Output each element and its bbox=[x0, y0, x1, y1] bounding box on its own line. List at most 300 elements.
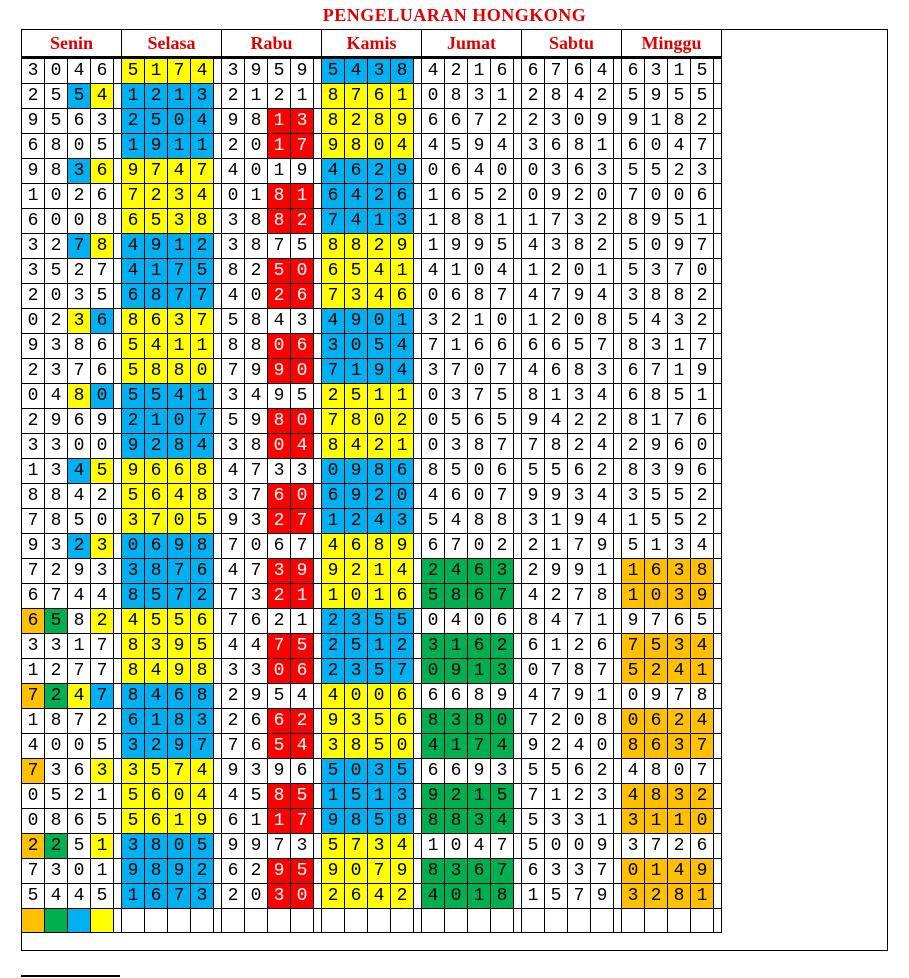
digit-cell: 8 bbox=[468, 284, 491, 309]
digit-cell: 3 bbox=[345, 709, 368, 734]
empty-cell bbox=[668, 909, 691, 933]
empty-cell bbox=[191, 909, 214, 933]
digit-cell: 2 bbox=[268, 84, 291, 109]
digit-cell: 0 bbox=[668, 184, 691, 209]
digit-cell: 8 bbox=[245, 309, 268, 334]
digit-cell: 5 bbox=[622, 659, 645, 684]
separator-cell bbox=[314, 734, 322, 759]
digit-cell: 2 bbox=[145, 434, 168, 459]
table-row bbox=[22, 109, 722, 134]
separator-cell bbox=[714, 809, 722, 834]
digit-cell: 4 bbox=[222, 159, 245, 184]
digit-cell: 4 bbox=[291, 734, 314, 759]
separator-cell bbox=[414, 434, 422, 459]
digit-cell: 3 bbox=[645, 58, 668, 84]
separator-cell bbox=[514, 809, 522, 834]
digit-cell: 6 bbox=[422, 534, 445, 559]
digit-cell: 1 bbox=[491, 84, 514, 109]
digit-cell: 9 bbox=[468, 134, 491, 159]
digit-cell: 7 bbox=[291, 534, 314, 559]
digit-cell: 0 bbox=[568, 709, 591, 734]
separator-cell bbox=[714, 634, 722, 659]
separator-cell bbox=[714, 409, 722, 434]
digit-cell: 5 bbox=[622, 259, 645, 284]
digit-cell: 4 bbox=[545, 609, 568, 634]
digit-cell: 6 bbox=[322, 184, 345, 209]
digit-cell: 9 bbox=[445, 234, 468, 259]
digit-cell: 9 bbox=[568, 284, 591, 309]
digit-cell: 3 bbox=[568, 384, 591, 409]
day-header-selasa: Selasa bbox=[122, 30, 222, 58]
digit-cell: 1 bbox=[445, 734, 468, 759]
digit-cell: 7 bbox=[22, 859, 45, 884]
digit-cell: 1 bbox=[391, 384, 414, 409]
table-row bbox=[22, 259, 722, 284]
digit-cell: 4 bbox=[422, 134, 445, 159]
separator-cell bbox=[514, 759, 522, 784]
digit-cell: 1 bbox=[445, 634, 468, 659]
digit-cell: 4 bbox=[368, 284, 391, 309]
empty-cell bbox=[222, 909, 245, 933]
digit-cell: 6 bbox=[268, 534, 291, 559]
digit-cell: 3 bbox=[291, 459, 314, 484]
digit-cell: 5 bbox=[545, 759, 568, 784]
digit-cell: 4 bbox=[522, 284, 545, 309]
digit-cell: 1 bbox=[545, 534, 568, 559]
digit-cell: 4 bbox=[245, 634, 268, 659]
separator-cell bbox=[514, 284, 522, 309]
digit-cell: 1 bbox=[291, 584, 314, 609]
digit-cell: 4 bbox=[591, 384, 614, 409]
digit-cell: 2 bbox=[591, 84, 614, 109]
digit-cell: 9 bbox=[568, 509, 591, 534]
separator-cell bbox=[614, 334, 622, 359]
separator-cell bbox=[714, 234, 722, 259]
digit-cell: 9 bbox=[268, 759, 291, 784]
separator-cell bbox=[314, 684, 322, 709]
digit-cell: 7 bbox=[268, 834, 291, 859]
separator-cell bbox=[514, 509, 522, 534]
digit-cell: 4 bbox=[468, 834, 491, 859]
empty-cell bbox=[422, 909, 445, 933]
separator-cell bbox=[114, 509, 122, 534]
separator-cell bbox=[414, 359, 422, 384]
separator-cell bbox=[114, 859, 122, 884]
digit-cell: 6 bbox=[91, 359, 114, 384]
digit-cell: 9 bbox=[568, 684, 591, 709]
digit-cell: 4 bbox=[368, 509, 391, 534]
digit-cell: 1 bbox=[168, 134, 191, 159]
separator-cell bbox=[714, 434, 722, 459]
digit-cell: 8 bbox=[322, 234, 345, 259]
table-row bbox=[22, 784, 722, 809]
digit-cell: 2 bbox=[245, 259, 268, 284]
digit-cell: 3 bbox=[545, 809, 568, 834]
digit-cell: 2 bbox=[545, 309, 568, 334]
digit-cell: 3 bbox=[222, 209, 245, 234]
digit-cell: 3 bbox=[645, 459, 668, 484]
digit-cell: 6 bbox=[268, 484, 291, 509]
digit-cell: 5 bbox=[91, 134, 114, 159]
digit-cell: 1 bbox=[22, 184, 45, 209]
separator-cell bbox=[414, 234, 422, 259]
separator-cell bbox=[714, 734, 722, 759]
digit-cell: 6 bbox=[491, 609, 514, 634]
digit-cell: 4 bbox=[322, 159, 345, 184]
separator-cell bbox=[514, 84, 522, 109]
digit-cell: 8 bbox=[222, 259, 245, 284]
digit-cell: 8 bbox=[391, 809, 414, 834]
digit-cell: 8 bbox=[191, 484, 214, 509]
digit-cell: 1 bbox=[591, 809, 614, 834]
digit-cell: 7 bbox=[345, 84, 368, 109]
digit-cell: 2 bbox=[491, 634, 514, 659]
table-row bbox=[22, 134, 722, 159]
digit-cell: 4 bbox=[345, 434, 368, 459]
digit-cell: 3 bbox=[391, 509, 414, 534]
separator-cell bbox=[414, 709, 422, 734]
digit-cell: 6 bbox=[68, 759, 91, 784]
digit-cell: 7 bbox=[322, 359, 345, 384]
separator-cell bbox=[214, 509, 222, 534]
digit-cell: 4 bbox=[145, 659, 168, 684]
digit-cell: 4 bbox=[222, 284, 245, 309]
digit-cell: 6 bbox=[491, 459, 514, 484]
digit-cell: 3 bbox=[668, 584, 691, 609]
digit-cell: 4 bbox=[591, 509, 614, 534]
digit-cell: 5 bbox=[691, 58, 714, 84]
digit-cell: 1 bbox=[145, 259, 168, 284]
separator-cell bbox=[314, 459, 322, 484]
digit-cell: 2 bbox=[145, 734, 168, 759]
digit-cell: 8 bbox=[322, 84, 345, 109]
digit-cell: 9 bbox=[245, 58, 268, 84]
separator-cell bbox=[614, 609, 622, 634]
digit-cell: 2 bbox=[445, 309, 468, 334]
separator-cell bbox=[614, 634, 622, 659]
digit-cell: 2 bbox=[68, 534, 91, 559]
digit-cell: 1 bbox=[691, 384, 714, 409]
digit-cell: 9 bbox=[245, 359, 268, 384]
separator-cell bbox=[114, 234, 122, 259]
digit-cell: 7 bbox=[668, 684, 691, 709]
digit-cell: 6 bbox=[522, 334, 545, 359]
digit-cell: 0 bbox=[191, 359, 214, 384]
digit-cell: 4 bbox=[245, 384, 268, 409]
digit-cell: 5 bbox=[268, 684, 291, 709]
digit-cell: 2 bbox=[368, 159, 391, 184]
digit-cell: 0 bbox=[168, 109, 191, 134]
digit-cell: 3 bbox=[22, 259, 45, 284]
digit-cell: 0 bbox=[291, 359, 314, 384]
digit-cell: 1 bbox=[522, 884, 545, 909]
digit-cell: 0 bbox=[22, 809, 45, 834]
digit-cell: 7 bbox=[191, 309, 214, 334]
digit-cell: 5 bbox=[391, 609, 414, 634]
digit-cell: 5 bbox=[91, 884, 114, 909]
digit-cell: 3 bbox=[622, 809, 645, 834]
separator-cell bbox=[414, 58, 422, 84]
digit-cell: 5 bbox=[322, 58, 345, 84]
digit-cell: 2 bbox=[45, 559, 68, 584]
table-row bbox=[22, 284, 722, 309]
digit-cell: 5 bbox=[368, 809, 391, 834]
separator-cell bbox=[414, 659, 422, 684]
digit-cell: 6 bbox=[122, 284, 145, 309]
separator-cell bbox=[614, 58, 622, 84]
digit-cell: 4 bbox=[191, 759, 214, 784]
digit-cell: 0 bbox=[522, 184, 545, 209]
digit-cell: 1 bbox=[91, 834, 114, 859]
digit-cell: 5 bbox=[622, 234, 645, 259]
separator-cell bbox=[114, 134, 122, 159]
digit-cell: 0 bbox=[68, 434, 91, 459]
digit-cell: 4 bbox=[145, 684, 168, 709]
digit-cell: 9 bbox=[122, 859, 145, 884]
digit-cell: 3 bbox=[668, 734, 691, 759]
separator-cell bbox=[614, 84, 622, 109]
digit-cell: 6 bbox=[691, 459, 714, 484]
digit-cell: 8 bbox=[245, 234, 268, 259]
table-row bbox=[22, 834, 722, 859]
separator-cell bbox=[414, 559, 422, 584]
digit-cell: 1 bbox=[191, 384, 214, 409]
digit-cell: 7 bbox=[691, 134, 714, 159]
separator-cell bbox=[614, 859, 622, 884]
digit-cell: 3 bbox=[445, 859, 468, 884]
digit-cell: 4 bbox=[268, 309, 291, 334]
digit-cell: 3 bbox=[645, 259, 668, 284]
digit-cell: 4 bbox=[491, 734, 514, 759]
digit-cell: 6 bbox=[245, 734, 268, 759]
digit-cell: 7 bbox=[168, 259, 191, 284]
digit-cell: 7 bbox=[422, 334, 445, 359]
digit-cell: 2 bbox=[45, 234, 68, 259]
digit-cell: 5 bbox=[322, 759, 345, 784]
digit-cell: 4 bbox=[691, 634, 714, 659]
table-row bbox=[22, 434, 722, 459]
digit-cell: 4 bbox=[591, 284, 614, 309]
digit-cell: 1 bbox=[468, 784, 491, 809]
digit-cell: 3 bbox=[668, 534, 691, 559]
digit-cell: 2 bbox=[622, 434, 645, 459]
digit-cell: 8 bbox=[368, 534, 391, 559]
table-row bbox=[22, 734, 722, 759]
digit-cell: 9 bbox=[645, 209, 668, 234]
digit-cell: 8 bbox=[268, 184, 291, 209]
digit-cell: 9 bbox=[691, 359, 714, 384]
digit-cell: 0 bbox=[222, 184, 245, 209]
digit-cell: 8 bbox=[245, 109, 268, 134]
digit-cell: 1 bbox=[591, 559, 614, 584]
digit-cell: 7 bbox=[645, 609, 668, 634]
digit-cell: 8 bbox=[191, 209, 214, 234]
digit-cell: 1 bbox=[622, 509, 645, 534]
digit-cell: 1 bbox=[291, 609, 314, 634]
digit-cell: 1 bbox=[645, 534, 668, 559]
separator-cell bbox=[214, 634, 222, 659]
separator-cell bbox=[414, 309, 422, 334]
empty-cell bbox=[368, 909, 391, 933]
digit-cell: 2 bbox=[491, 184, 514, 209]
digit-cell: 4 bbox=[191, 109, 214, 134]
digit-cell: 5 bbox=[445, 409, 468, 434]
separator-cell bbox=[114, 884, 122, 909]
digit-cell: 8 bbox=[22, 484, 45, 509]
digit-cell: 0 bbox=[22, 384, 45, 409]
digit-cell: 9 bbox=[191, 809, 214, 834]
digit-cell: 2 bbox=[668, 159, 691, 184]
digit-cell: 8 bbox=[145, 834, 168, 859]
separator-cell bbox=[614, 159, 622, 184]
digit-cell: 8 bbox=[122, 659, 145, 684]
digit-cell: 0 bbox=[468, 534, 491, 559]
digit-cell: 5 bbox=[291, 634, 314, 659]
separator-cell bbox=[114, 409, 122, 434]
digit-cell: 1 bbox=[422, 834, 445, 859]
separator-cell bbox=[714, 659, 722, 684]
digit-cell: 1 bbox=[168, 809, 191, 834]
separator-cell bbox=[514, 134, 522, 159]
separator-cell bbox=[714, 784, 722, 809]
digit-cell: 1 bbox=[168, 84, 191, 109]
digit-cell: 6 bbox=[491, 334, 514, 359]
digit-cell: 0 bbox=[168, 409, 191, 434]
digit-cell: 5 bbox=[91, 284, 114, 309]
digit-cell: 1 bbox=[545, 384, 568, 409]
digit-cell: 5 bbox=[522, 809, 545, 834]
digit-cell: 1 bbox=[145, 409, 168, 434]
separator-cell bbox=[414, 734, 422, 759]
digit-cell: 4 bbox=[522, 359, 545, 384]
digit-cell: 5 bbox=[368, 334, 391, 359]
digit-cell: 3 bbox=[291, 309, 314, 334]
separator-cell bbox=[614, 534, 622, 559]
digit-cell: 1 bbox=[68, 634, 91, 659]
digit-cell: 3 bbox=[268, 559, 291, 584]
digit-cell: 8 bbox=[345, 734, 368, 759]
digit-cell: 7 bbox=[591, 334, 614, 359]
digit-cell: 8 bbox=[522, 384, 545, 409]
digit-cell: 0 bbox=[422, 434, 445, 459]
digit-cell: 8 bbox=[622, 209, 645, 234]
digit-cell: 0 bbox=[45, 734, 68, 759]
digit-cell: 5 bbox=[568, 334, 591, 359]
digit-cell: 7 bbox=[568, 584, 591, 609]
separator-cell bbox=[214, 234, 222, 259]
digit-cell: 3 bbox=[168, 309, 191, 334]
digit-cell: 1 bbox=[22, 459, 45, 484]
digit-cell: 7 bbox=[391, 659, 414, 684]
digit-cell: 5 bbox=[445, 134, 468, 159]
separator-cell bbox=[514, 709, 522, 734]
digit-cell: 1 bbox=[122, 84, 145, 109]
digit-cell: 9 bbox=[245, 834, 268, 859]
day-header-senin: Senin bbox=[22, 30, 122, 58]
separator-cell bbox=[714, 709, 722, 734]
digit-cell: 3 bbox=[322, 734, 345, 759]
digit-cell: 6 bbox=[622, 384, 645, 409]
digit-cell: 6 bbox=[68, 409, 91, 434]
digit-cell: 1 bbox=[668, 809, 691, 834]
digit-cell: 7 bbox=[222, 584, 245, 609]
digit-cell: 2 bbox=[191, 584, 214, 609]
digit-cell: 9 bbox=[291, 559, 314, 584]
digit-cell: 6 bbox=[422, 109, 445, 134]
separator-cell bbox=[114, 359, 122, 384]
separator-cell bbox=[614, 134, 622, 159]
digit-cell: 8 bbox=[45, 159, 68, 184]
separator-cell bbox=[714, 58, 722, 84]
empty-cell bbox=[345, 909, 368, 933]
separator-cell bbox=[414, 334, 422, 359]
digit-cell: 3 bbox=[22, 634, 45, 659]
digit-cell: 1 bbox=[545, 784, 568, 809]
digit-cell: 3 bbox=[45, 334, 68, 359]
digit-cell: 3 bbox=[45, 459, 68, 484]
digit-cell: 5 bbox=[545, 884, 568, 909]
digit-cell: 3 bbox=[245, 509, 268, 534]
digit-cell: 7 bbox=[68, 234, 91, 259]
separator-cell bbox=[414, 409, 422, 434]
digit-cell: 7 bbox=[22, 509, 45, 534]
separator-cell bbox=[514, 609, 522, 634]
separator-cell bbox=[614, 109, 622, 134]
digit-cell: 2 bbox=[91, 484, 114, 509]
digit-cell: 0 bbox=[345, 759, 368, 784]
digit-cell: 4 bbox=[422, 734, 445, 759]
digit-cell: 6 bbox=[468, 559, 491, 584]
separator-cell bbox=[114, 784, 122, 809]
digit-cell: 0 bbox=[568, 834, 591, 859]
digit-cell: 6 bbox=[468, 409, 491, 434]
separator-cell bbox=[714, 184, 722, 209]
digit-cell: 6 bbox=[645, 709, 668, 734]
digit-cell: 5 bbox=[145, 584, 168, 609]
digit-cell: 5 bbox=[145, 384, 168, 409]
digit-cell: 4 bbox=[422, 884, 445, 909]
digit-cell: 8 bbox=[268, 409, 291, 434]
digit-cell: 5 bbox=[45, 259, 68, 284]
separator-cell bbox=[514, 434, 522, 459]
separator-cell bbox=[314, 584, 322, 609]
digit-cell: 1 bbox=[368, 634, 391, 659]
digit-cell: 9 bbox=[91, 409, 114, 434]
digit-cell: 5 bbox=[622, 84, 645, 109]
digit-cell: 6 bbox=[668, 434, 691, 459]
separator-cell bbox=[714, 534, 722, 559]
digit-cell: 0 bbox=[45, 184, 68, 209]
digit-cell: 5 bbox=[145, 759, 168, 784]
digit-cell: 6 bbox=[145, 484, 168, 509]
digit-cell: 7 bbox=[222, 359, 245, 384]
digit-cell: 9 bbox=[268, 359, 291, 384]
digit-cell: 3 bbox=[222, 234, 245, 259]
digit-cell: 3 bbox=[22, 58, 45, 84]
separator-cell bbox=[414, 534, 422, 559]
page-title: PENGELUARAN HONGKONG bbox=[322, 5, 587, 25]
separator-cell bbox=[314, 434, 322, 459]
digit-cell: 1 bbox=[268, 159, 291, 184]
digit-cell: 2 bbox=[291, 709, 314, 734]
digit-cell: 3 bbox=[568, 809, 591, 834]
digit-cell: 8 bbox=[145, 359, 168, 384]
digit-cell: 1 bbox=[291, 84, 314, 109]
digit-cell: 6 bbox=[168, 459, 191, 484]
digit-cell: 1 bbox=[591, 259, 614, 284]
digit-cell: 8 bbox=[691, 559, 714, 584]
digit-cell: 8 bbox=[622, 409, 645, 434]
